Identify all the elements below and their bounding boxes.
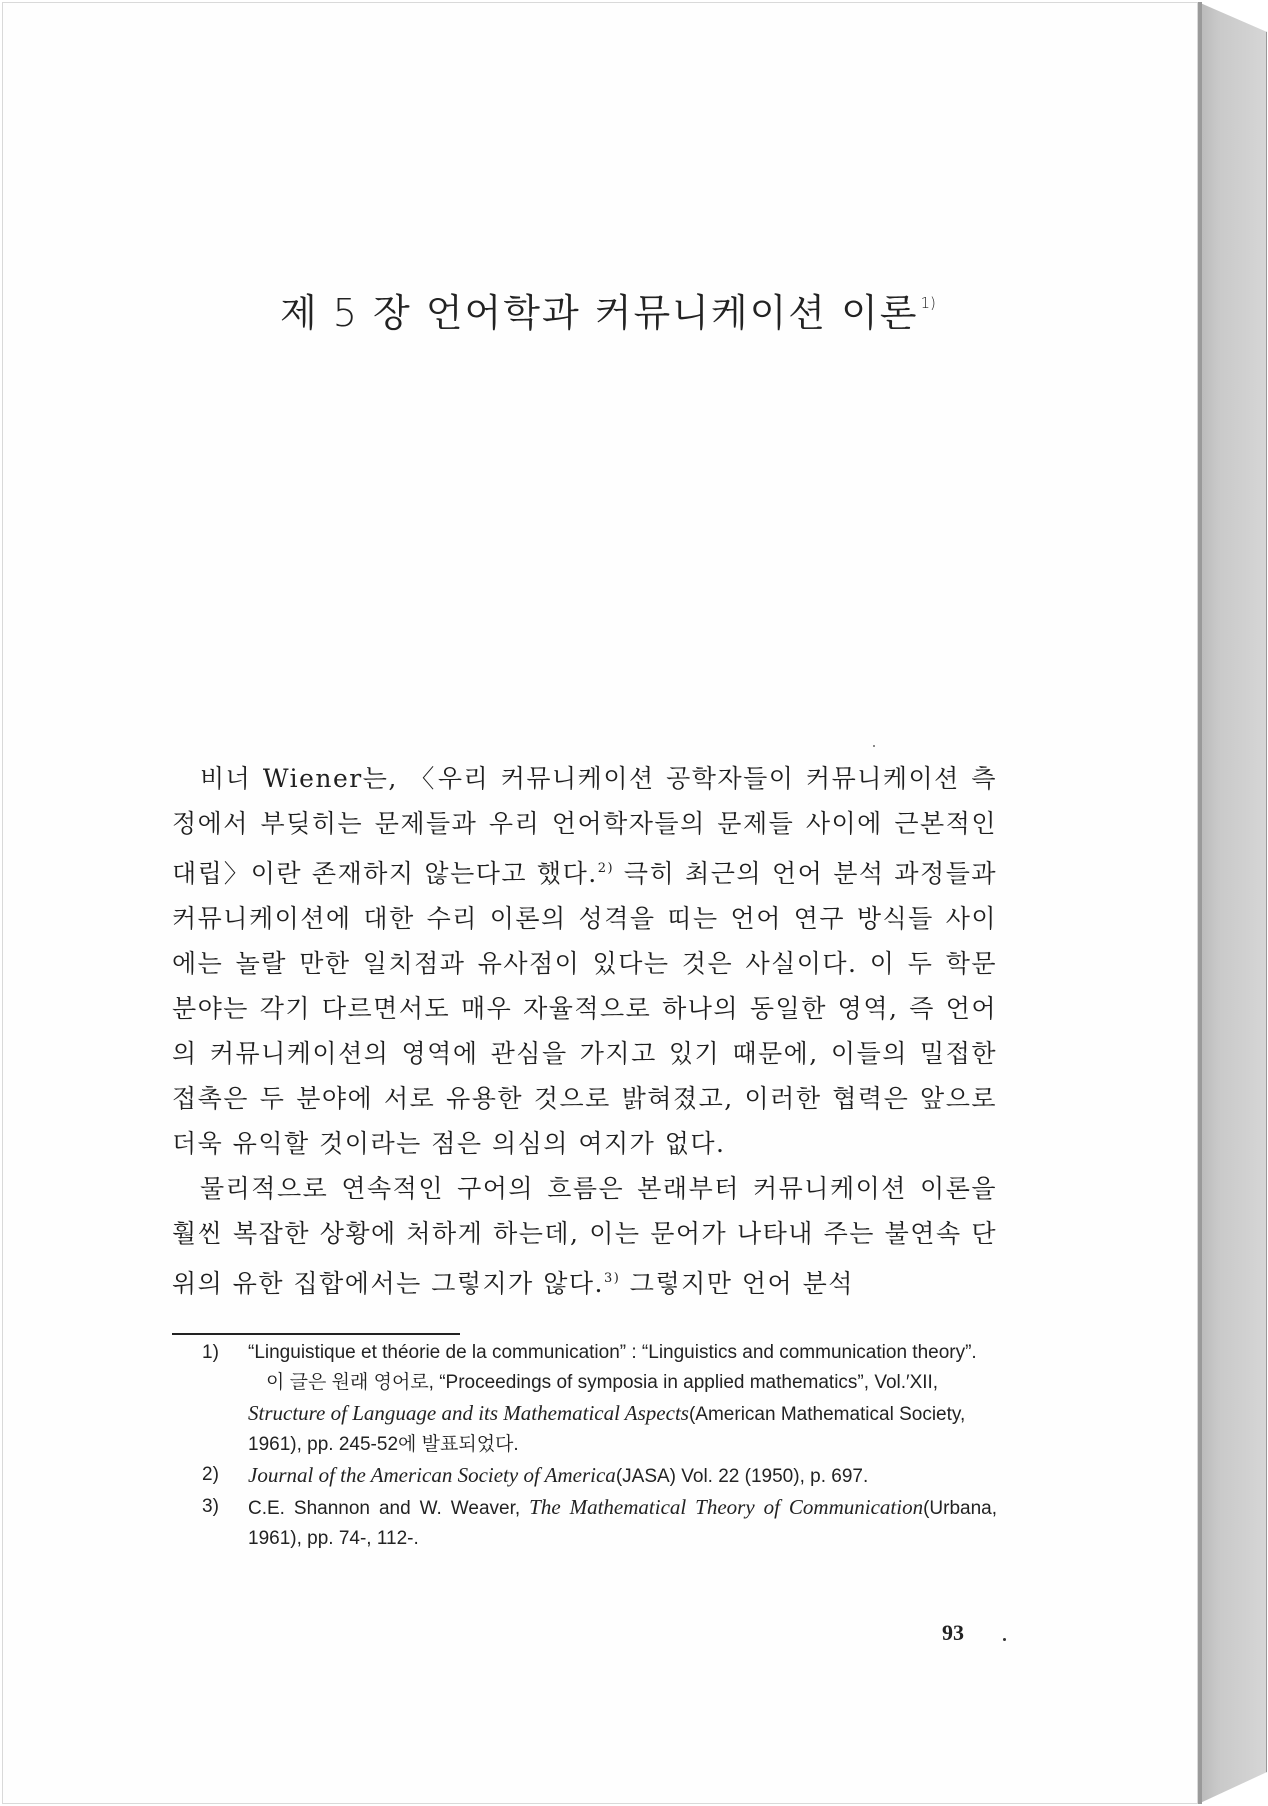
footnote-1-text: “Linguistique et théorie de la communication” : “Linguistics and communication theory”. [248,1342,977,1363]
footnote-1 [172,1338,997,1368]
chapter-title-text: 제 5 장 언어학과 커뮤니케이션 이론 [280,291,919,335]
footnote-2 [172,1460,997,1492]
footnote-3-title: The Mathematical Theory of Communication [529,1495,924,1519]
footnote-1-number: 1) [202,1342,219,1363]
footnotes [172,1338,997,1554]
page-number: 93 [942,1620,964,1645]
spine-shadow [1198,2,1202,1804]
footnote-2-number: 2) [202,1464,219,1485]
chapter-title [280,282,940,337]
footnote-3-a: C.E. Shannon and W. Weaver, [248,1498,530,1519]
footnote-3-b: (Urbana, 1961), pp. 74-, 112-. [248,1498,997,1549]
footnote-ref-2: 2) [597,861,615,876]
paragraph-2 [172,1166,997,1306]
paragraph-1 [172,756,997,1166]
footnote-2-body [238,1460,997,1492]
paragraph-2-part-a: 물리적으로 연속적인 구어의 흐름은 본래부터 커뮤니케이션 이론을 훨씬 복잡한 상황에 처하게 하는데, 이는 문어가 나타내 주는 불연속 단위의 유한 집합에서는 그렇지가 않다. [172,1174,997,1298]
footnote-3-body [238,1492,997,1554]
paragraph-1-part-b: 극히 최근의 언어 분석 과정들과 커뮤니케이션에 대한 수리 이론의 성격을 띠는 언어 연구 방식들 사이에는 놀랄 만한 일치점과 유사점이 있다는 것은 사실이다. 이 두 학문 분야는 각기 다르면서도 매우 자율적으로 하나의 동일한 영역, 즉 언어의 커뮤니케이션의 영역에 관심을 가지고 있기 때문에, 이들의 밀접한 접촉은 두 분야에 서로 유용한 것으로 밝혀졌고, 이러한 협력은 앞으로 더욱 유익할 것이라는 점은 의심의 여지가 없다. [172,859,998,1158]
book-spine-edge [1198,2,1267,1804]
scan-speck [873,745,875,747]
footnote-1-continuation [172,1368,997,1460]
footnote-divider [172,1333,460,1335]
paragraph-2-part-b: 그렇지만 언어 분석 [620,1269,854,1298]
paragraph-1-part-a: 비너 Wiener는, 〈우리 커뮤니케이션 공학자들이 커뮤니케이션 측정에서 부딪히는 문제들과 우리 언어학자들의 문제들 사이에 근본적인 대립〉이란 존재하지 않는다고 했다. [172,764,997,888]
footnote-3 [172,1492,997,1554]
footnote-1-sub-line [248,1368,997,1460]
footnote-1-sub-b: (American Mathematical Society, 1961), pp. 245-52에 발표되었다. [248,1404,966,1455]
footnote-3-number: 3) [202,1496,219,1517]
footnote-ref-3: 3) [604,1271,621,1286]
chapter-note-ref: 1) [920,294,936,312]
body-text [172,756,997,1306]
footnote-1-sub-a: 이 글은 원래 영어로, “Proceedings of symposia in applied mathematics”, Vol.′XII, [266,1372,939,1393]
footnote-1-sub-title: Structure of Language and its Mathematical Aspects [248,1401,689,1425]
stray-mark [1003,1638,1006,1641]
footnote-2-text: (JASA) Vol. 22 (1950), p. 697. [615,1466,869,1487]
footnote-2-title: Journal of the American Society of America [248,1463,616,1487]
